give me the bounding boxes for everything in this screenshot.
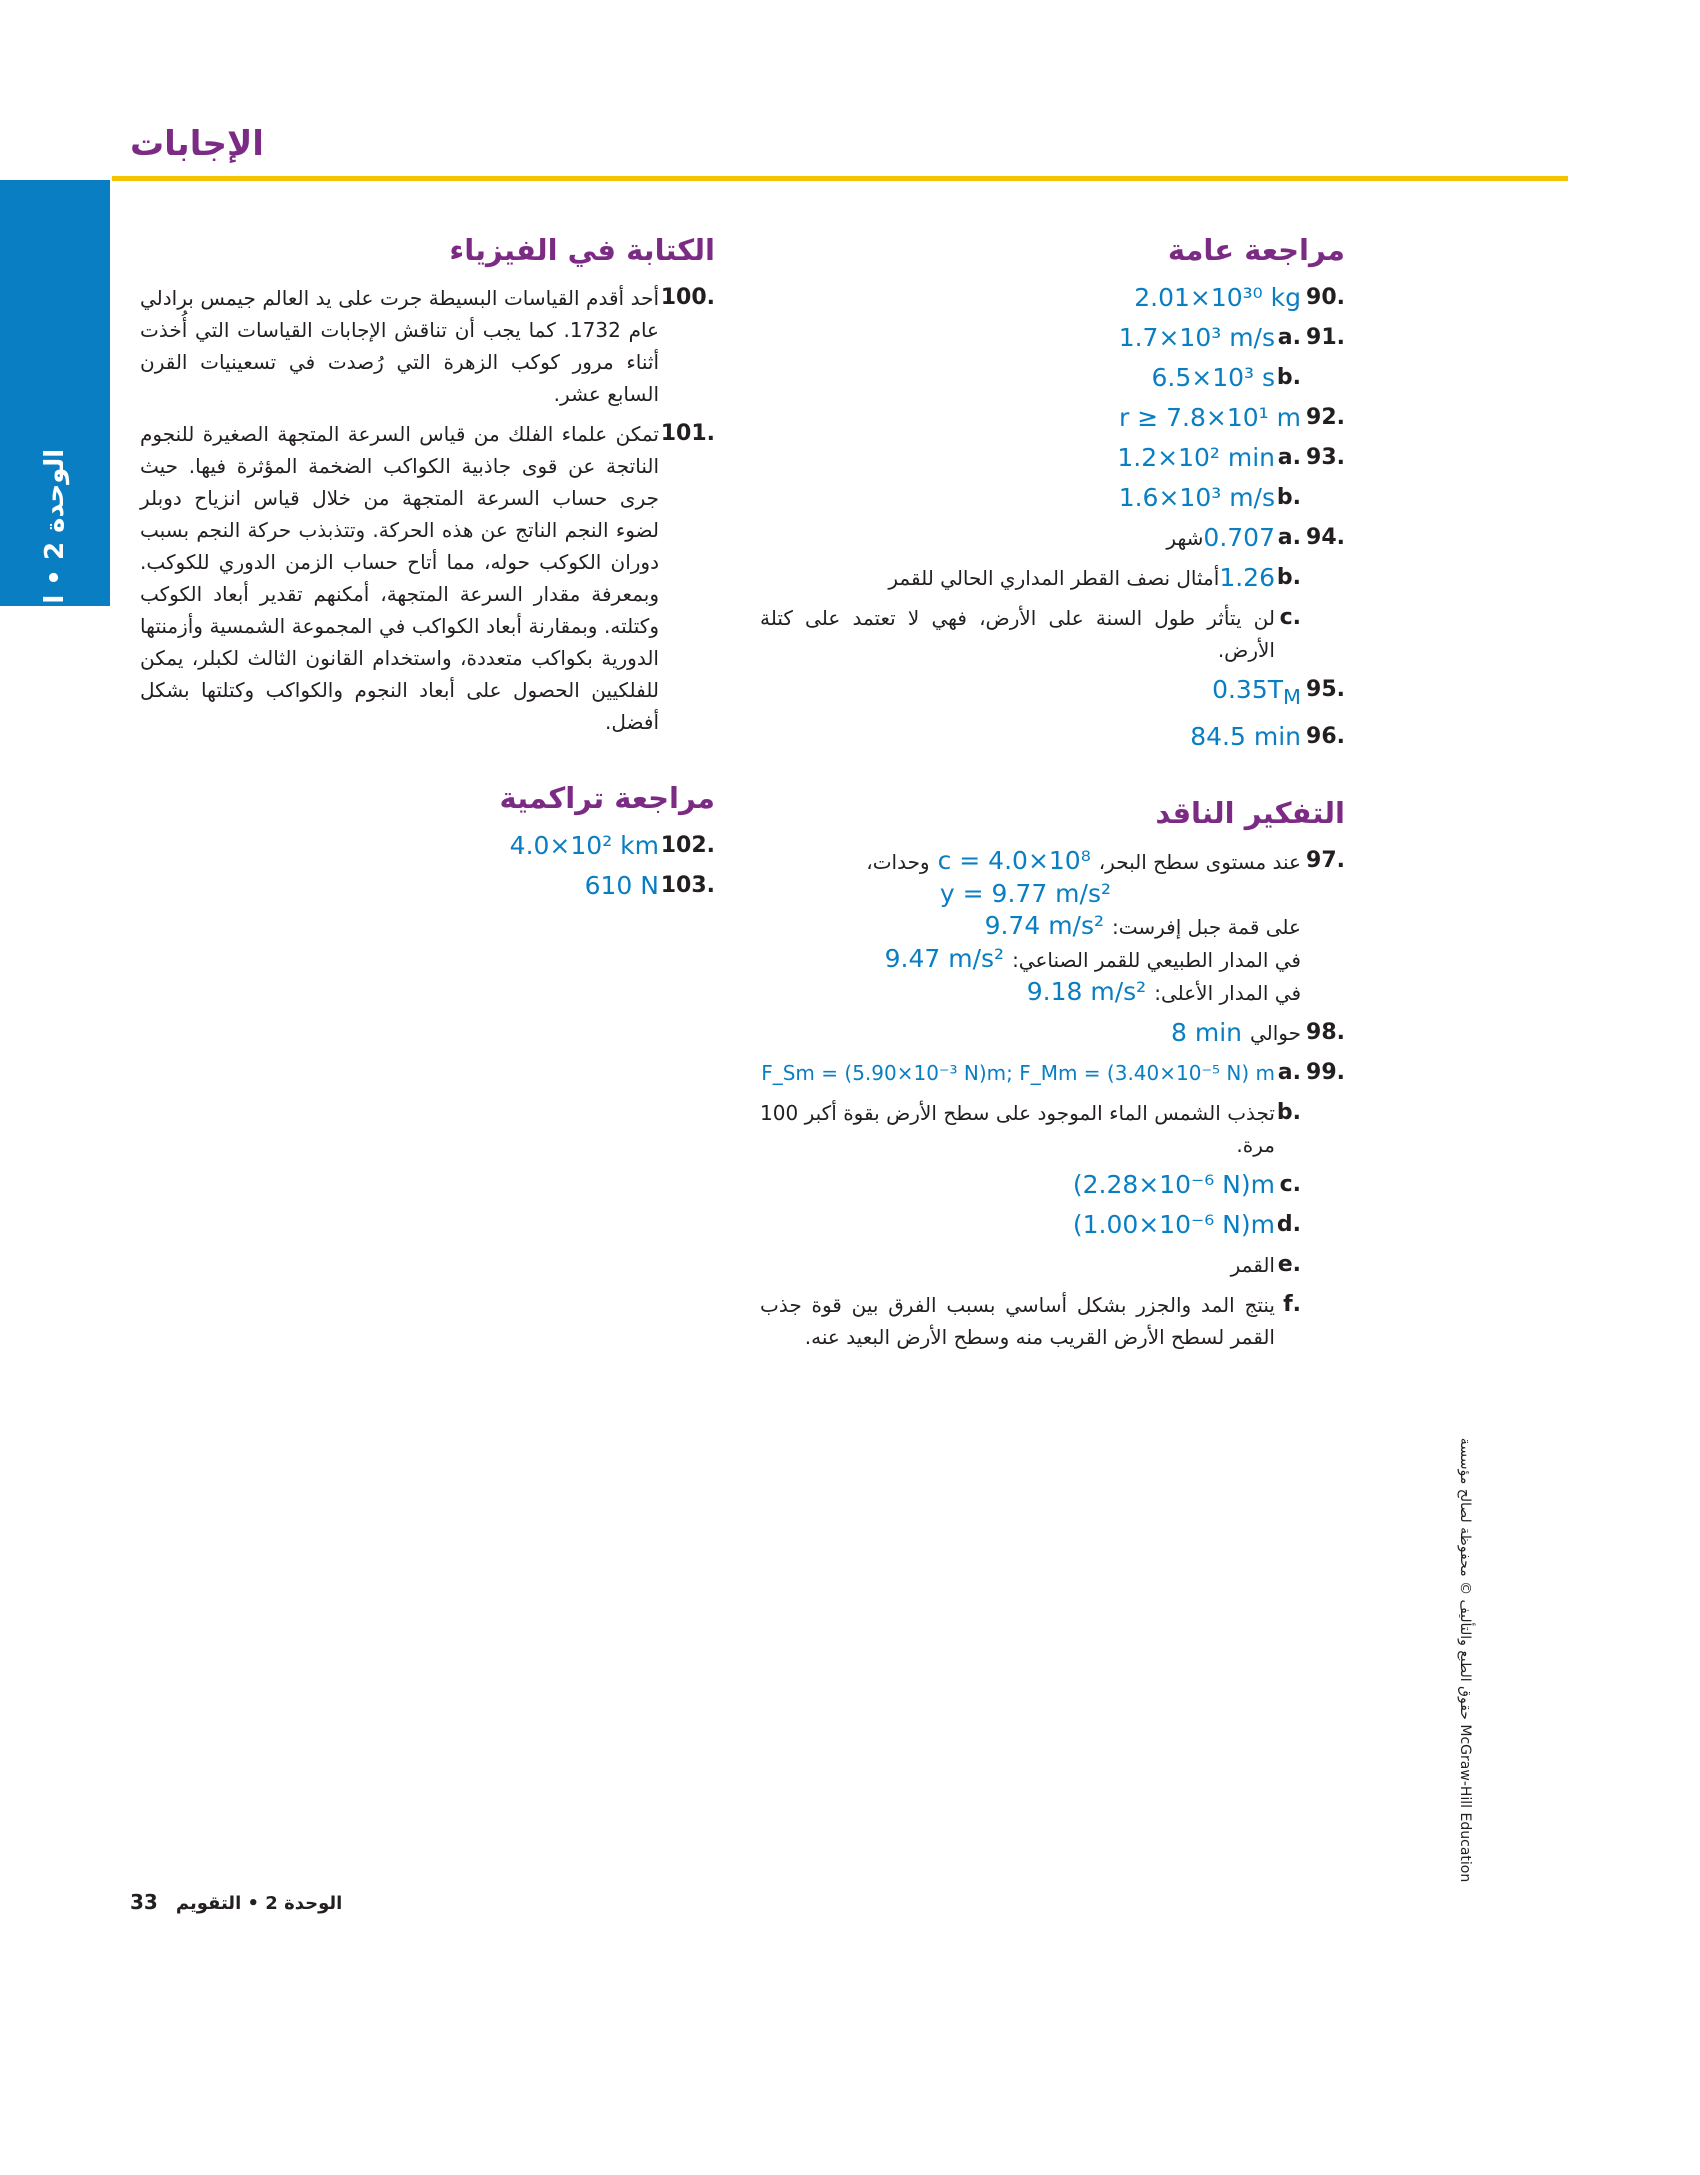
answer-item-98: [760, 1017, 1345, 1049]
answer-value: 9.18 m/s²: [1026, 977, 1147, 1006]
answer-item: [760, 442, 1345, 474]
answer-value: 2.01×10³⁰ kg: [1134, 283, 1301, 312]
question-number: .98: [1306, 1020, 1345, 1045]
answer-text: حوالي: [1249, 1021, 1301, 1045]
answer-item: [760, 522, 1345, 554]
answer-line: [885, 943, 1301, 976]
question-number: .94: [1306, 525, 1345, 550]
answer-item: [760, 562, 1301, 594]
answer-value: r ≥ 7.8×10¹ m: [1119, 403, 1301, 432]
sub-letter: .a: [1277, 445, 1301, 470]
answer-item: [760, 322, 1345, 354]
answer-item-101: [140, 418, 715, 738]
section-heading-critical-thinking: التفكير الناقد: [1155, 796, 1345, 830]
answer-value: [1212, 674, 1301, 713]
answer-value: 8 min: [1170, 1018, 1242, 1047]
section-heading-writing: الكتابة في الفيزياء: [449, 233, 715, 267]
question-number: .101: [660, 421, 715, 446]
question-number: .97: [1306, 848, 1345, 873]
answer-text: لن يتأثر طول السنة على الأرض، فهي لا تعتمد على كتلة الأرض.: [760, 606, 1275, 662]
answer-line: [858, 845, 1301, 878]
side-tab-label: الوحدة 2 • الإجابات: [40, 448, 70, 698]
answer-value-main: 0.35T: [1212, 675, 1284, 704]
answer-item: [760, 721, 1345, 753]
sub-letter: .b: [1276, 565, 1301, 590]
answer-value: 1.2×10² min: [1117, 443, 1275, 472]
answer-item: [760, 674, 1345, 713]
side-tab: [0, 180, 110, 698]
sub-letter: .b: [1276, 485, 1301, 510]
answer-item-99a: [760, 1057, 1345, 1089]
answer-item: [140, 830, 715, 862]
sub-letter: .c: [1279, 1172, 1301, 1197]
section-gap: [140, 746, 715, 776]
section-heading-cumulative: مراجعة تراكمية: [499, 781, 715, 815]
answer-item-99b: [760, 1097, 1301, 1161]
answer-item: [760, 602, 1301, 666]
answer-item: [760, 482, 1301, 514]
answer-item: [760, 282, 1345, 314]
answer-text: في المدار الأعلى:: [1154, 981, 1301, 1005]
sub-letter: .b: [1276, 1100, 1301, 1125]
answer-value: F_Sm = (5.90×10⁻³ N)m; F_Mm = (3.40×10⁻⁵ N) m: [761, 1061, 1275, 1085]
sub-letter: .d: [1276, 1212, 1301, 1237]
answer-item-100: [140, 282, 715, 410]
answer-value: 0.707: [1203, 523, 1275, 552]
left-column: [140, 228, 715, 910]
question-number: .100: [660, 285, 715, 310]
answer-item: [760, 362, 1301, 394]
answer-item-97: [760, 845, 1345, 1009]
question-number: .103: [660, 873, 715, 898]
answer-item-99c: [760, 1169, 1301, 1201]
answer-item-99e: [760, 1249, 1301, 1281]
footer-label: الوحدة 2 • التقويم: [175, 1893, 343, 1914]
answer-text: على قمة جبل إفرست:: [1112, 915, 1301, 939]
page-footer: [130, 1890, 342, 1914]
answer-item-99d: [760, 1209, 1301, 1241]
answer-text: القمر: [1230, 1253, 1275, 1277]
question-number: .93: [1306, 445, 1345, 470]
question-number: .96: [1306, 724, 1345, 749]
answer-paragraph: تمكن علماء الفلك من قياس السرعة المتجهة الصغيرة للنجوم الناتجة عن قوى جاذبية الكواكب الضخمة المؤثرة فيها. حيث جرى حساب السرعة المتجهة من خلال قياس انزياح دوبلر لضوء النجم الناتج عن هذه الحركة. وتتذبذب حركة النجم بسبب دوران الكوكب حوله، مما أتاح حساب الزمن الدوري للكوكب. وبمعرفة مقدار السرعة المتجهة، أمكنهم تقدير أبعاد الكوكب وكتلته. وبمقارنة أبعاد الكواكب في المجموعة الشمسية وأزمنتها الدورية بكواكب متعددة، واستخدام القانون الثالث لكبلر، يمكن للفلكيين الحصول على أبعاد النجوم والكواكب وكتلتها بشكل أفضل.: [140, 422, 659, 734]
sub-letter: .c: [1279, 605, 1301, 630]
right-column: [760, 228, 1345, 1361]
answer-line: [1027, 976, 1301, 1009]
section-heading-general-review: مراجعة عامة: [1167, 233, 1345, 267]
answer-value: (1.00×10⁻⁶ N)m: [1072, 1210, 1275, 1239]
answer-text: أمثال نصف القطر المداري الحالي للقمر: [888, 566, 1220, 590]
answer-value: 4.0×10² km: [509, 831, 659, 860]
answer-value-subscript: M: [1283, 685, 1301, 709]
answer-value: 84.5 min: [1190, 722, 1301, 751]
sub-letter: .a: [1277, 1060, 1301, 1085]
answer-value: 1.6×10³ m/s: [1118, 483, 1275, 512]
answer-item: [140, 870, 715, 902]
question-number: .102: [660, 833, 715, 858]
answer-line: [985, 910, 1301, 943]
answer-text: تجذب الشمس الماء الموجود على سطح الأرض بقوة أكبر 100 مرة.: [760, 1101, 1275, 1157]
section-gap: [760, 761, 1345, 791]
answer-value: 9.74 m/s²: [984, 911, 1105, 940]
page-number: 33: [130, 1890, 158, 1914]
question-number: .90: [1306, 285, 1345, 310]
answer-value: y = 9.77 m/s²: [939, 879, 1111, 908]
answer-value: 9.47 m/s²: [884, 944, 1005, 973]
question-number: .95: [1306, 677, 1345, 702]
sub-letter: .e: [1277, 1252, 1301, 1277]
answer-text: في المدار الطبيعي للقمر الصناعي:: [1012, 948, 1301, 972]
answer-value: 1.26: [1219, 563, 1275, 592]
answer-block: [760, 845, 1301, 1009]
answer-line: [940, 878, 1111, 910]
answer-value: c = 4.0×10⁸: [937, 846, 1091, 875]
sub-letter: .a: [1277, 525, 1301, 550]
answer-value: 6.5×10³ s: [1151, 363, 1275, 392]
sub-letter: .f: [1283, 1292, 1301, 1317]
question-number: .91: [1306, 325, 1345, 350]
answer-value: (2.28×10⁻⁶ N)m: [1072, 1170, 1275, 1199]
sub-letter: .b: [1276, 365, 1301, 390]
copyright-notice: حقوق الطبع والتأليف © محفوظة لصالح مؤسسة McGraw-Hill Education: [1457, 1437, 1473, 1883]
answer-item-99f: [760, 1289, 1301, 1353]
answer-value: 1.7×10³ m/s: [1118, 323, 1275, 352]
answer-text: شهر: [1166, 526, 1204, 550]
answer-paragraph: أحد أقدم القياسات البسيطة جرت على يد العالم جيمس برادلي عام 1732. كما يجب أن تناقش الإجابات القياسات التي أُخذت أثناء مرور كوكب الزهرة التي رُصدت في تسعينيات القرن السابع عشر.: [140, 286, 659, 406]
question-number: .92: [1306, 405, 1345, 430]
question-number: .99: [1306, 1060, 1345, 1085]
answer-text: عند مستوى سطح البحر،: [1098, 850, 1301, 874]
answer-item: [760, 402, 1345, 434]
sub-letter: .a: [1277, 325, 1301, 350]
answer-value: 610 N: [584, 871, 659, 900]
answer-text: ينتج المد والجزر بشكل أساسي بسبب الفرق بين قوة جذب القمر لسطح الأرض القريب منه وسطح الأرض البعيد عنه.: [760, 1293, 1275, 1349]
top-rule: [112, 176, 1568, 181]
page-title: الإجابات: [130, 124, 264, 164]
answer-text: وحدات،: [866, 850, 930, 874]
